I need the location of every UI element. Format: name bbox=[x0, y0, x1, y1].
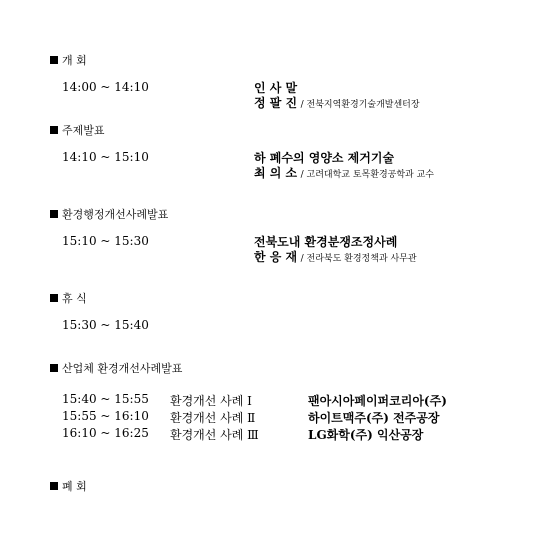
section-heading-industry-cases bbox=[50, 360, 182, 376]
industry-case-company: LG화학(주) 익산공장 bbox=[308, 428, 424, 442]
section-heading-opening bbox=[50, 52, 87, 68]
keynote-title: 하 폐수의 영양소 제거기술 bbox=[254, 151, 395, 165]
speaker-name: 최 의 소 bbox=[254, 166, 298, 180]
square-bullet-icon bbox=[50, 294, 58, 302]
square-bullet-icon bbox=[50, 482, 58, 490]
speaker-affiliation: / 전북지역환경기술개발센터장 bbox=[300, 100, 420, 110]
section-label: 개 회 bbox=[62, 54, 87, 67]
square-bullet-icon bbox=[50, 210, 58, 218]
break-time: 15:30 ~ 15:40 bbox=[62, 318, 149, 332]
opening-time: 14:00 ~ 14:10 bbox=[62, 80, 149, 94]
industry-case-company: 팬아시아페이퍼코리아(주) bbox=[308, 394, 447, 408]
section-label: 산업체 환경개선사례발표 bbox=[62, 362, 183, 375]
section-heading-keynote bbox=[50, 122, 105, 138]
industry-case-label: 환경개선 사례 Ⅰ bbox=[170, 394, 252, 408]
section-label: 휴 식 bbox=[62, 292, 87, 305]
keynote-speaker-line bbox=[254, 164, 434, 181]
industry-case-time: 15:55 ~ 16:10 bbox=[62, 409, 149, 423]
keynote-time: 14:10 ~ 15:10 bbox=[62, 150, 149, 164]
industry-case-label: 환경개선 사례 Ⅱ bbox=[170, 411, 256, 425]
opening-title: 인 사 말 bbox=[254, 81, 298, 95]
section-heading-closing bbox=[50, 478, 87, 494]
opening-speaker-line bbox=[254, 94, 420, 111]
speaker-affiliation: / 전라북도 환경정책과 사무관 bbox=[300, 254, 417, 264]
square-bullet-icon bbox=[50, 56, 58, 64]
industry-case-time: 15:40 ~ 15:55 bbox=[62, 392, 149, 406]
admin-case-title: 전북도내 환경분쟁조정사례 bbox=[254, 235, 398, 249]
square-bullet-icon bbox=[50, 126, 58, 134]
speaker-affiliation: / 고려대학교 토목환경공학과 교수 bbox=[300, 170, 434, 180]
industry-case-label: 환경개선 사례 Ⅲ bbox=[170, 428, 259, 442]
section-label: 환경행정개선사례발표 bbox=[62, 208, 169, 221]
industry-case-company: 하이트맥주(주) 전주공장 bbox=[308, 411, 440, 425]
speaker-name: 한 응 재 bbox=[254, 250, 298, 264]
speaker-name: 정 팔 진 bbox=[254, 96, 298, 110]
section-heading-break bbox=[50, 290, 87, 306]
section-label: 폐 회 bbox=[62, 480, 87, 493]
industry-case-time: 16:10 ~ 16:25 bbox=[62, 426, 149, 440]
section-label: 주제발표 bbox=[62, 124, 105, 137]
admin-case-speaker-line bbox=[254, 248, 417, 265]
section-heading-admin-case bbox=[50, 206, 168, 222]
admin-case-time: 15:10 ~ 15:30 bbox=[62, 234, 149, 248]
square-bullet-icon bbox=[50, 364, 58, 372]
